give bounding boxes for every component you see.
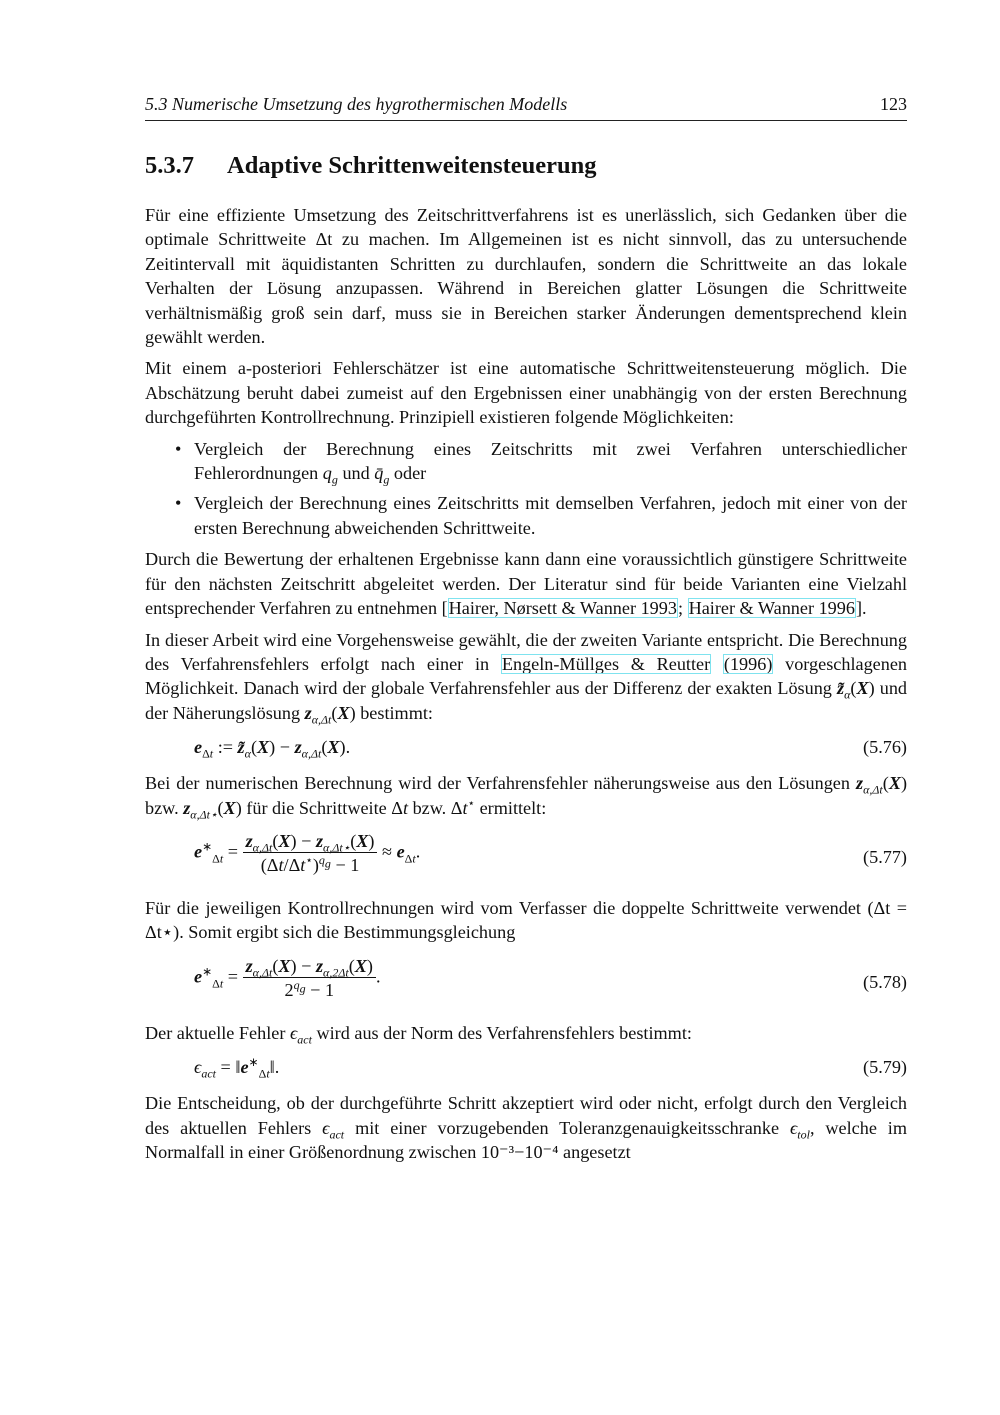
fraction: $\frac{z_{\alpha,\Delta t}(X) - z_{\alpha,\Delta t⋆}(X)}{(\Delta t/\Delta t^⋆)^{q_g} - 1}$	[243, 830, 378, 877]
paragraph-5: Bei der numerischen Berechnung wird der Verfahrensfehler näherungsweise aus den Lösungen $z_{\alpha,\Delta t}(X)$ bzw. $z_{\alpha,\Delta t⋆}(X)$ für die Schrittweite Δt bzw. Δt⋆ ermittelt:	[145, 773, 908, 822]
body-text	[145, 203, 907, 1171]
paragraph-2: Mit einem a-posteriori Fehlerschätzer ist eine automatische Schrittweitensteuerung möglich. Die Abschätzung beruht dabei zumeist auf den Ergebnissen einer unabhängig von der ersten Berechnung durchgeführten Kontrollrechnung. Prinzipiell existieren folgende Möglichkeiten:	[145, 358, 907, 428]
paragraph-7: Der aktuelle Fehler $\epsilon_{act}$ wird aus der Norm des Verfahrensfehlers bestimmt:	[145, 1022, 692, 1047]
fraction: $\frac{z_{\alpha,\Delta t}(X) - z_{\alpha,2\Delta t}(X)}{2^{q_g} - 1}$	[243, 955, 376, 1002]
equation-body: $e_{\Delta t}$ := $z̃_\alpha(X) - z_{\alpha,\Delta t}(X)$.	[194, 737, 351, 761]
bullet-glyph: •	[175, 493, 182, 514]
citation-link-hairer-norsett-wanner[interactable]: Hairer, Nørsett & Wanner 1993	[448, 598, 677, 619]
page-number: 123	[880, 94, 907, 114]
bullet-item-1: • Vergleich der Berechnung eines Zeitschritts mit zwei Verfahren unterschiedlicher Fehlerordnungen $q_g$ und $q̄_g$ oder	[175, 438, 907, 487]
citation-link-engeln-muellges[interactable]: Engeln-Müllges & Reutter	[501, 653, 711, 674]
paragraph-8: Die Entscheidung, ob der durchgeführte Schritt akzeptiert wird oder nicht, erfolgt durch den Vergleich des aktuellen Fehlers $\epsilon_{act}$ mit einer vorzugebenden Toleranzgenauigkeitsschranke $\epsilon_{tol}$, welche im Normalfall in einer Größenordnung zwischen 10⁻³−10⁻⁴ angesetzt	[145, 1093, 908, 1162]
bullet-item-2: • Vergleich der Berechnung eines Zeitschritts mit demselben Verfahren, jedoch mit einer von der ersten Berechnung abweichenden Schrittweite.	[175, 493, 907, 538]
citation-link-year-1996[interactable]: (1996)	[723, 653, 773, 674]
paragraph-4: In dieser Arbeit wird eine Vorgehensweise gewählt, die der zweiten Variante entspricht. Die Berechnung des Verfahrensfehlers erfolgt nach einer in Engeln-Müllges & Reutter (1996) vorgeschlagenen Möglichkeit. Danach wird der globale Verfahrensfehler aus der Differenz der exakten Lösung $z̃_\alpha(X)$ und der Näherungslösung $z_{\alpha,\Delta t}(X)$ bestimmt:	[145, 629, 907, 727]
running-header-title: 5.3 Numerische Umsetzung des hygrothermischen Modells	[145, 94, 568, 114]
section-heading	[145, 152, 597, 180]
equation-number: (5.76)	[863, 737, 907, 758]
equation-body: $e^∗_{\Delta t}$ = $\frac{z_{\alpha,\Delta t}(X) - z_{\alpha,\Delta t⋆}(X)}{(\Delta t/\Delta t^⋆)^{q_g} - 1}$ ≈ $e_{\Delta t}$.	[194, 830, 421, 875]
equation-number: (5.79)	[863, 1057, 907, 1078]
equation-5-78	[145, 955, 907, 1009]
equation-number: (5.77)	[863, 846, 907, 867]
citation-link-hairer-wanner[interactable]: Hairer & Wanner 1996	[688, 598, 855, 619]
section-number: 5.3.7	[145, 152, 194, 179]
paragraph-3: Durch die Bewertung der erhaltenen Ergebnisse kann dann eine voraussichtlich günstigere Schrittweite für den nächsten Zeitschritt abgeleitet werden. Der Literatur sind für beide Varianten eine Vielzahl entsprechender Verfahren zu entnehmen [Hairer, Nørsett & Wanner 1993; Hairer & Wanner 1996].	[145, 549, 907, 619]
equation-5-79	[145, 1055, 907, 1079]
paragraph-6: Für die jeweiligen Kontrollrechnungen wird vom Verfasser die doppelte Schrittweite verwendet (Δt = Δt⋆). Somit ergibt sich die Bestimmungsgleichung	[145, 897, 907, 943]
paragraph-1: Für eine effiziente Umsetzung des Zeitschrittverfahrens ist es unerlässlich, sich Gedanken über die optimale Schrittweite Δt zu machen. Im Allgemeinen ist es nicht sinnvoll, das zu untersuchende Zeitintervall mit äquidistanten Schritten zu durchlaufen, sondern die Schrittweite an das lokale Verhalten der Lösung anzupassen. Während in Bereichen glatter Lösungen die Schrittweite verhältnismäßig groß sein darf, muss sie in Bereichen starker Änderungen dementsprechend klein gewählt werden.	[145, 205, 907, 348]
equation-5-76	[145, 735, 907, 759]
running-header	[145, 94, 907, 121]
equation-5-77	[145, 830, 907, 884]
equation-body: $\epsilon_{act}$ = $‖e^∗_{\Delta t}‖$.	[194, 1055, 280, 1081]
bullet-glyph: •	[175, 438, 182, 459]
equation-body: $e^∗_{\Delta t}$ = $\frac{z_{\alpha,\Delta t}(X) - z_{\alpha,2\Delta t}(X)}{2^{q_g} - 1}$ .	[194, 955, 381, 1000]
bullet-list	[145, 437, 907, 541]
equation-number: (5.78)	[863, 971, 907, 992]
section-title: Adaptive Schrittenweitensteuerung	[227, 152, 597, 179]
